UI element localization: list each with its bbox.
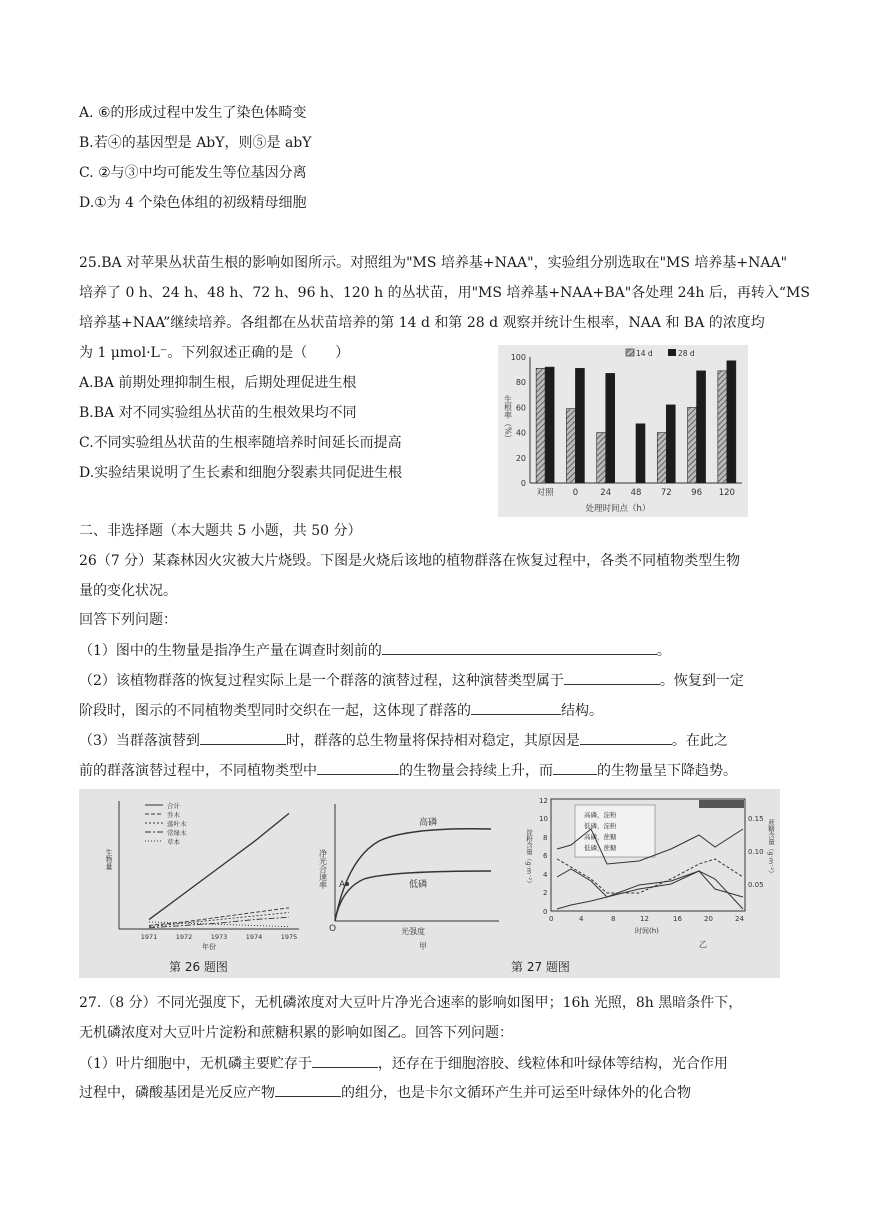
- q27-part1: [79, 1053, 728, 1074]
- fig27b-right-tick-1: 0.05: [748, 881, 764, 889]
- q25-option-b: B.BA 对不同实验组丛状苗的生根效果均不同: [79, 405, 357, 421]
- fig27b-legend-4: 低磷，蔗糖: [584, 844, 617, 852]
- q26-part2: [79, 670, 744, 691]
- answer-blank: [275, 1082, 341, 1097]
- fig26-series-line: [149, 912, 289, 926]
- fig27b-dark-period: [699, 800, 744, 808]
- bar-x-tick-label: 对照: [536, 488, 554, 498]
- bar: [536, 368, 545, 483]
- q26-part2-text3: 阶段时，图示的不同植物类型同时交织在一起，这体现了群落的: [79, 703, 471, 719]
- bar-y-axis-label: 生根率（%）: [503, 395, 513, 443]
- legend-swatch-14d: [626, 349, 634, 356]
- fig27a-point-a: [345, 882, 349, 886]
- bar-x-tick-label: 0: [572, 488, 579, 498]
- q24-option-c: C. ②与③中均可能发生等位基因分离: [79, 165, 307, 181]
- q24-option-d: D.①为 4 个染色体组的初级精母细胞: [79, 195, 307, 211]
- q27-part1-text2: ，还存在于细胞溶胶、线粒体和叶绿体等结构，光合作用: [377, 1056, 728, 1072]
- bar: [666, 405, 675, 483]
- q25-bar-chart-svg: [498, 345, 748, 517]
- fig27b-left-tick-2: 4: [543, 871, 548, 879]
- q25-option-c: C.不同实验组丛状苗的生根率随培养时间延长而提高: [79, 435, 402, 451]
- fig26-x-tick-label: 1975: [280, 933, 298, 941]
- fig27-caption: 第 27 题图: [511, 960, 570, 974]
- q24-option-b: B.若④的基因型是 AbY，则⑤是 abY: [79, 135, 312, 151]
- q27-stem-line2: 无机磷浓度对大豆叶片淀粉和蔗糖积累的影响如图乙。回答下列问题：: [79, 1025, 513, 1041]
- q25-option-a: A.BA 前期处理抑制生根，后期处理促进生根: [79, 375, 357, 391]
- bar: [697, 371, 706, 483]
- fig27b-right-tick-2: 0.10: [748, 848, 764, 856]
- fig27b-left-tick-3: 6: [543, 852, 548, 860]
- fig27a-point-label: A: [339, 880, 346, 890]
- q26-part3-text2: 时，群落的总生物量将保持相对稳定，其原因是: [285, 733, 580, 749]
- bar: [575, 368, 584, 483]
- q24-option-a: A. ⑥的形成过程中发生了染色体畸变: [79, 105, 307, 121]
- bar-y-tick-label: 100: [510, 353, 526, 362]
- q26-stem-line1: 26（7 分）某森林因火灾被大片烧毁。下图是火烧后该地的植物群落在恢复过程中，各类不同植物类型生物: [79, 553, 741, 569]
- q26-part3-text5: 的生物量会持续上升，而: [399, 763, 553, 779]
- fig27b-series-4: [557, 871, 743, 909]
- q27-stem-line1: 27.（8 分）不同光强度下，无机磷浓度对大豆叶片净光合速率的影响如图甲；16h 光照，8h 黑暗条件下，: [79, 995, 743, 1011]
- bar-y-tick-label: 60: [515, 403, 526, 413]
- fig27b-ylabel-right: 蔗糖含量（g·m⁻²）: [767, 819, 775, 877]
- fig27b-legend-3: 高磷，蔗糖: [584, 833, 617, 841]
- legend-label-14d: 14 d: [636, 349, 653, 358]
- bar: [688, 407, 697, 483]
- bar-y-tick-label: 40: [515, 428, 526, 438]
- fig27b-series-3: [557, 859, 743, 893]
- fig26-x-axis-label: 年份: [202, 943, 216, 951]
- q27-part1-cont: [79, 1082, 691, 1103]
- q26-part2-text4: 结构。: [561, 703, 603, 719]
- fig27b-x-tick-3: 12: [640, 915, 649, 923]
- q27-part1-text: （1）叶片细胞中，无机磷主要贮存于: [79, 1056, 312, 1072]
- q26-part3: [79, 730, 728, 751]
- fig27a-label-low: 低磷: [409, 880, 428, 890]
- fig27a-caption: 甲: [419, 942, 427, 951]
- q26-part3-text4: 前的群落演替过程中，不同植物类型中: [79, 763, 317, 779]
- bar-x-tick-label: 96: [691, 488, 702, 498]
- legend-label-28d: 28 d: [678, 349, 695, 358]
- fig26-x-tick-label: 1973: [210, 933, 228, 941]
- q25-stem-line3: 培养基+NAA”继续培养。各组都在丛状苗培养的第 14 d 和第 28 d 观察并统计生根率，NAA 和 BA 的浓度均: [79, 315, 765, 331]
- fig27a-chart: [319, 804, 500, 951]
- section-heading: 二、非选择题（本大题共 5 小题，共 50 分）: [79, 523, 362, 539]
- fig27b-left-tick-1: 2: [543, 889, 548, 897]
- fig26-y-axis-label: 生物量: [105, 849, 113, 870]
- bar: [636, 424, 645, 483]
- answer-blank: [553, 760, 597, 775]
- q26-part3-cont: [79, 760, 737, 781]
- fig27a-label-high: 高磷: [419, 818, 438, 828]
- bar: [657, 433, 666, 483]
- q26-part3-text6: 的生物量呈下降趋势。: [597, 763, 737, 779]
- fig26-legend-label: 乔木: [167, 811, 180, 819]
- bar: [606, 373, 615, 483]
- fig26-x-tick-label: 1971: [140, 933, 158, 941]
- fig27b-right-tick-3: 0.15: [748, 815, 764, 823]
- fig27b-left-tick-6: 12: [539, 797, 548, 805]
- fig27b-ylabel-left: 淀粉含量（g·m⁻²）: [525, 829, 533, 887]
- q25-bar-chart: [498, 345, 748, 517]
- bar: [727, 361, 736, 483]
- bar: [566, 409, 575, 483]
- answer-blank: [471, 700, 561, 715]
- fig27b-xlabel: 时间(h): [635, 927, 659, 935]
- bar-y-tick-label: 20: [515, 453, 526, 463]
- fig27b-legend-1: 高磷，淀粉: [584, 811, 617, 819]
- q25-option-d: D.实验结果说明了生长素和细胞分裂素共同促进生根: [79, 465, 403, 481]
- q25-stem-line1: 25.BA 对苹果丛状苗生根的影响如图所示。对照组为"MS 培养基+NAA"，实验组分别选取在"MS 培养基+NAA": [79, 255, 788, 271]
- fig27a-origin: O: [329, 924, 337, 934]
- fig27b-x-tick-4: 16: [673, 915, 682, 923]
- q26-part3-text: （3）当群落演替到: [79, 733, 200, 749]
- fig27b-caption: 乙: [699, 940, 707, 949]
- bar-x-tick-label: 24: [600, 488, 612, 498]
- q26-prompt: 回答下列问题：: [79, 612, 177, 628]
- fig27b-legend-2: 低磷，淀粉: [584, 822, 617, 830]
- fig26-legend-label: 合计: [167, 802, 180, 810]
- q26-part2-text2: 。恢复到一定: [659, 673, 744, 689]
- fig26-legend-label: 常绿木: [167, 829, 187, 837]
- fig27b-x-tick-6: 24: [735, 915, 744, 923]
- answer-blank: [312, 1053, 378, 1068]
- fig27b-left-tick-5: 10: [539, 815, 548, 823]
- answer-blank: [382, 640, 657, 655]
- bar: [597, 433, 606, 483]
- fig27a-curve-high: [335, 829, 491, 921]
- fig26-legend-label: 草本: [167, 838, 180, 846]
- fig27b-x-tick-1: 4: [579, 915, 584, 923]
- fig26-x-tick-label: 1972: [175, 933, 193, 941]
- fig27b-x-tick-0: 0: [549, 915, 554, 923]
- bar: [718, 371, 727, 483]
- figures-svg: [79, 789, 780, 978]
- q26-stem-line2: 量的变化状况。: [79, 583, 177, 599]
- fig27a-ylabel: 净光合速率: [318, 849, 328, 889]
- fig27a-xlabel: 光强度: [401, 927, 425, 936]
- q25-stem-line4: 为 1 μmol·L⁻。下列叙述正确的是（ ）: [79, 345, 350, 361]
- bar-y-tick-label: 0: [520, 479, 526, 488]
- fig26-line-chart: [105, 801, 299, 951]
- bar-x-tick-label: 72: [660, 488, 672, 498]
- bar-x-tick-label: 120: [718, 488, 735, 498]
- legend-swatch-28d: [668, 349, 676, 356]
- q26-part2-cont: [79, 700, 603, 721]
- q26-part2-text: （2）该植物群落的恢复过程实际上是一个群落的演替过程，这种演替类型属于: [79, 673, 564, 689]
- fig27b-chart: [525, 797, 775, 949]
- q25-stem-line2: 培养了 0 h、24 h、48 h、72 h、96 h、120 h 的丛状苗，用"MS 培养基+NAA+BA"各处理 24h 后，再转入“MS: [79, 285, 810, 301]
- bar: [545, 367, 554, 483]
- bar-x-tick-label: 48: [630, 488, 642, 498]
- answer-blank: [580, 730, 672, 745]
- q26-part3-text3: 。在此之: [671, 733, 728, 749]
- fig27b-x-tick-5: 20: [704, 915, 713, 923]
- q26-part1-text: （1）图中的生物量是指净生产量在调查时刻前的: [79, 643, 382, 659]
- figures-panel: [79, 789, 780, 978]
- fig26-caption: 第 26 题图: [169, 960, 228, 974]
- fig27b-left-tick-0: 0: [543, 908, 548, 916]
- fig26-x-tick-label: 1974: [245, 933, 263, 941]
- answer-blank: [200, 730, 286, 745]
- fig26-legend-label: 落叶木: [167, 820, 187, 828]
- q27-part1-text4: 的组分，也是卡尔文循环产生并可运至叶绿体外的化合物: [341, 1085, 691, 1101]
- bar-x-axis-label: 处理时间点（h）: [585, 504, 651, 514]
- q27-part1-text3: 过程中，磷酸基团是光反应产物: [79, 1085, 275, 1101]
- fig27b-x-tick-2: 8: [611, 915, 616, 923]
- bar-y-tick-label: 80: [515, 378, 526, 388]
- answer-blank: [564, 670, 660, 685]
- answer-blank: [317, 760, 399, 775]
- q26-part1: [79, 640, 671, 661]
- fig27b-left-tick-4: 8: [543, 834, 548, 842]
- q26-part1-end: 。: [656, 643, 671, 659]
- fig27a-curve-low: [335, 871, 491, 921]
